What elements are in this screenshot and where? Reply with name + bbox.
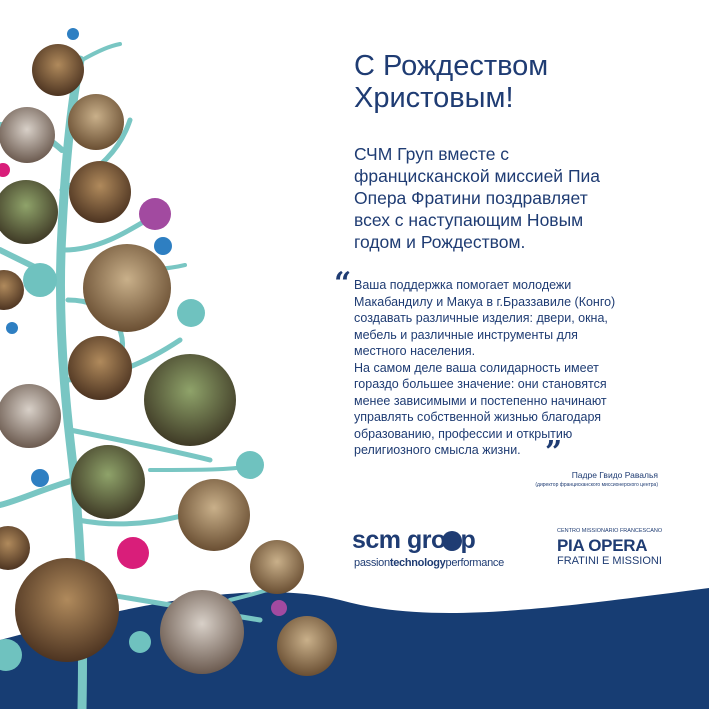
scm-tagline [354,557,504,569]
quote-line: Макабандилу и Макуа в г.Браззавиле (Конго) [354,294,616,309]
scm-tagline-part: passion [354,557,390,569]
photo-circles [0,44,337,676]
quote-line: На самом деле ваша солидарность имеет [354,360,599,375]
greeting-line: всех с наступающим Новым [354,210,584,230]
page-title [354,50,548,114]
quote-close-icon: ” [545,435,563,470]
quote-line: менее зависимыми и постепенно начинают [354,393,607,408]
greeting-line: Опера Фратини поздравляет [354,188,588,208]
signature-role: (директор францисканского миссионерского центра) [535,482,658,488]
quote-line: образованию, профессии и открытию [354,426,573,441]
quote-line: Ваша поддержка помогает молодежи [354,278,572,292]
signature-name: Падре Гвидо Равалья [571,470,658,480]
quote-line: гораздо большее значение: они становятся [354,377,607,391]
quote-line: религиозного смысла жизни. [354,443,521,457]
scm-tagline-part: technology [389,557,446,569]
scm-group-logo: scm group [352,526,476,554]
quote-open-icon: “ [334,266,352,301]
greeting-text [354,143,674,253]
pia-opera-subtitle: FRATINI E MISSIONI [557,555,662,567]
quote-text [354,277,674,459]
scm-tagline-part: performance [445,557,504,569]
greeting-line: францисканской миссией Пиа [354,166,601,186]
quote-line: мебель и различные инструменты для [354,327,578,342]
quote-line: создавать различные изделия: двери, окна, [354,311,608,325]
title-line: С Рождеством [354,50,549,82]
greeting-line: годом и Рождеством. [354,232,526,252]
pia-opera-overline: CENTRO MISSIONARIO FRANCESCANO [557,528,663,534]
quote-line: местного населения. [354,344,476,358]
greeting-line: СЧМ Груп вместе с [354,144,510,164]
pia-opera-logo: PIA OPERA [557,536,648,555]
title-line: Христовым! [354,82,514,114]
quote-line: управлять собственной жизнью благодаря [354,410,602,424]
